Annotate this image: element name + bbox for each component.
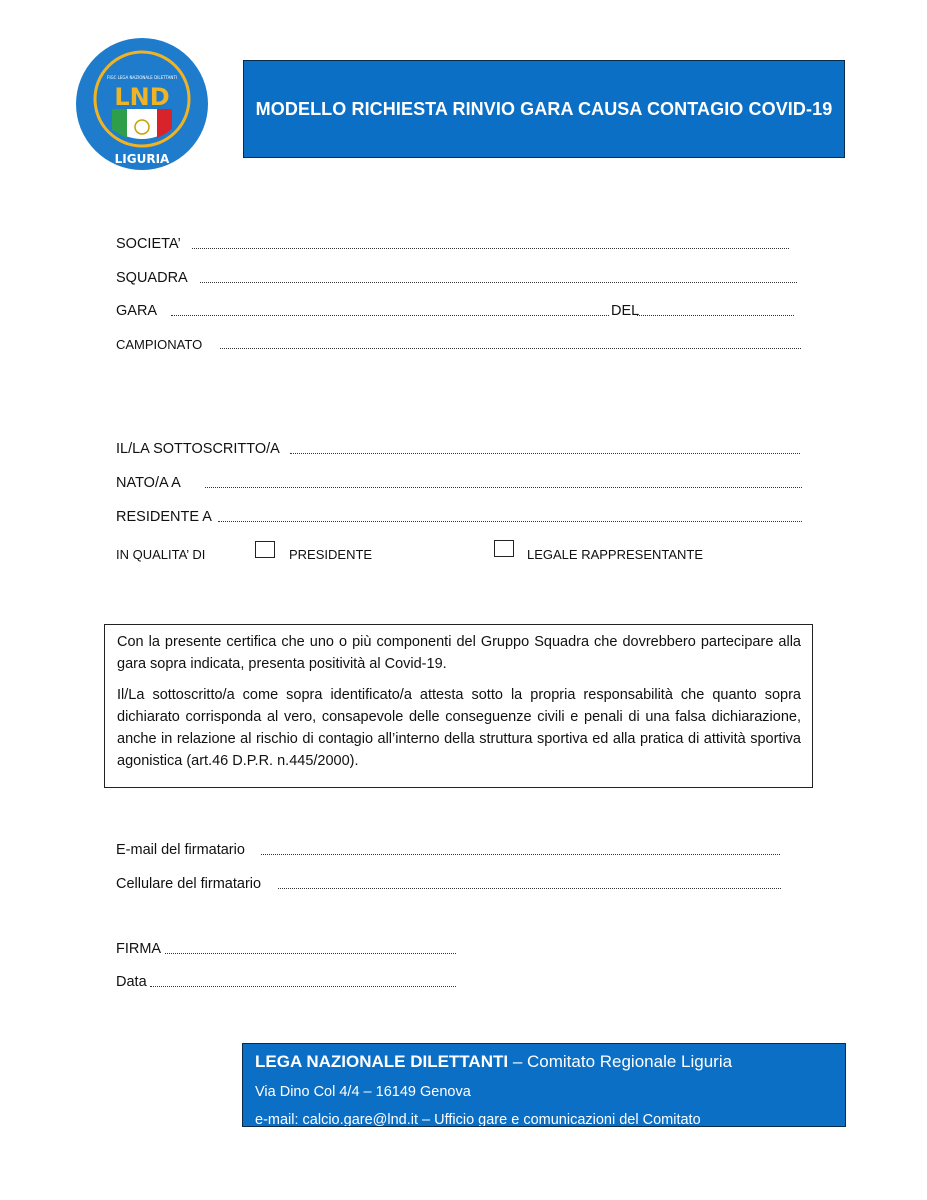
footer-org-bold: LEGA NAZIONALE DILETTANTI xyxy=(255,1052,509,1071)
gara-line[interactable] xyxy=(171,315,609,316)
legale-rappresentante-label: LEGALE RAPPRESENTANTE xyxy=(527,547,704,562)
gara-label: GARA xyxy=(116,303,158,319)
sottoscritto-line[interactable] xyxy=(290,453,800,454)
footer-box xyxy=(242,1043,846,1127)
lnd-liguria-logo xyxy=(75,37,209,171)
declaration-paragraph-2: Il/La sottoscritto/a come sopra identificato/a attesta sotto la propria responsabilità che quanto sopra dichiarato corrisponda al vero, consapevole delle conseguenze civili e penali di una falsa dichiarazione, anche in relazione al rischio di contagio all’interno della struttura sportiva ed alla pratica di attività sportiva agonistica (art.46 D.P.R. n.445/2000). xyxy=(117,687,801,769)
legale-rappresentante-checkbox[interactable] xyxy=(494,540,514,557)
qualita-label: IN QUALITA’ DI xyxy=(116,547,206,562)
data-line[interactable] xyxy=(150,986,456,987)
logo-initials: LND xyxy=(114,83,170,111)
logo-top-text: FIGC LEGA NAZIONALE DILETTANTI xyxy=(107,75,177,80)
societa-label: SOCIETA’ xyxy=(116,236,181,252)
nato-line[interactable] xyxy=(205,487,802,488)
presidente-label: PRESIDENTE xyxy=(289,547,373,562)
logo-region: LIGURIA xyxy=(114,152,170,166)
email-line[interactable] xyxy=(261,854,780,855)
declaration-paragraph-1: Con la presente certifica che uno o più componenti del Gruppo Squadra che dovrebbero partecipare alla gara sopra indicata, presenta positività al Covid-19. xyxy=(117,634,801,672)
squadra-label: SQUADRA xyxy=(116,270,188,286)
footer-org xyxy=(255,1052,833,1072)
residente-label: RESIDENTE A xyxy=(116,509,212,525)
del-label: DEL xyxy=(611,303,640,319)
email-label: E-mail del firmatario xyxy=(116,842,245,858)
data-label: Data xyxy=(116,974,147,990)
form-title: MODELLO RICHIESTA RINVIO GARA CAUSA CONTAGIO COVID-19 xyxy=(255,98,833,119)
declaration-box xyxy=(104,624,813,788)
cellulare-label: Cellulare del firmatario xyxy=(116,876,262,892)
campionato-line[interactable] xyxy=(220,348,801,349)
nato-label: NATO/A A xyxy=(116,475,181,491)
firma-label: FIRMA xyxy=(116,941,162,957)
firma-line[interactable] xyxy=(165,953,456,954)
cellulare-line[interactable] xyxy=(278,888,781,889)
campionato-label: CAMPIONATO xyxy=(116,337,203,352)
footer-address: Via Dino Col 4/4 – 16149 Genova xyxy=(255,1084,471,1100)
sottoscritto-label: IL/LA SOTTOSCRITTO/A xyxy=(116,441,280,457)
form-title-box xyxy=(243,60,845,158)
footer-org-rest: – Comitato Regionale Liguria xyxy=(508,1052,733,1071)
societa-line[interactable] xyxy=(192,248,789,249)
presidente-checkbox[interactable] xyxy=(255,541,275,558)
squadra-line[interactable] xyxy=(200,282,797,283)
residente-line[interactable] xyxy=(218,521,802,522)
footer-cut-line: e-mail: calcio.gare@lnd.it – Ufficio gare e comunicazioni del Comitato xyxy=(255,1112,701,1127)
del-line[interactable] xyxy=(637,315,794,316)
